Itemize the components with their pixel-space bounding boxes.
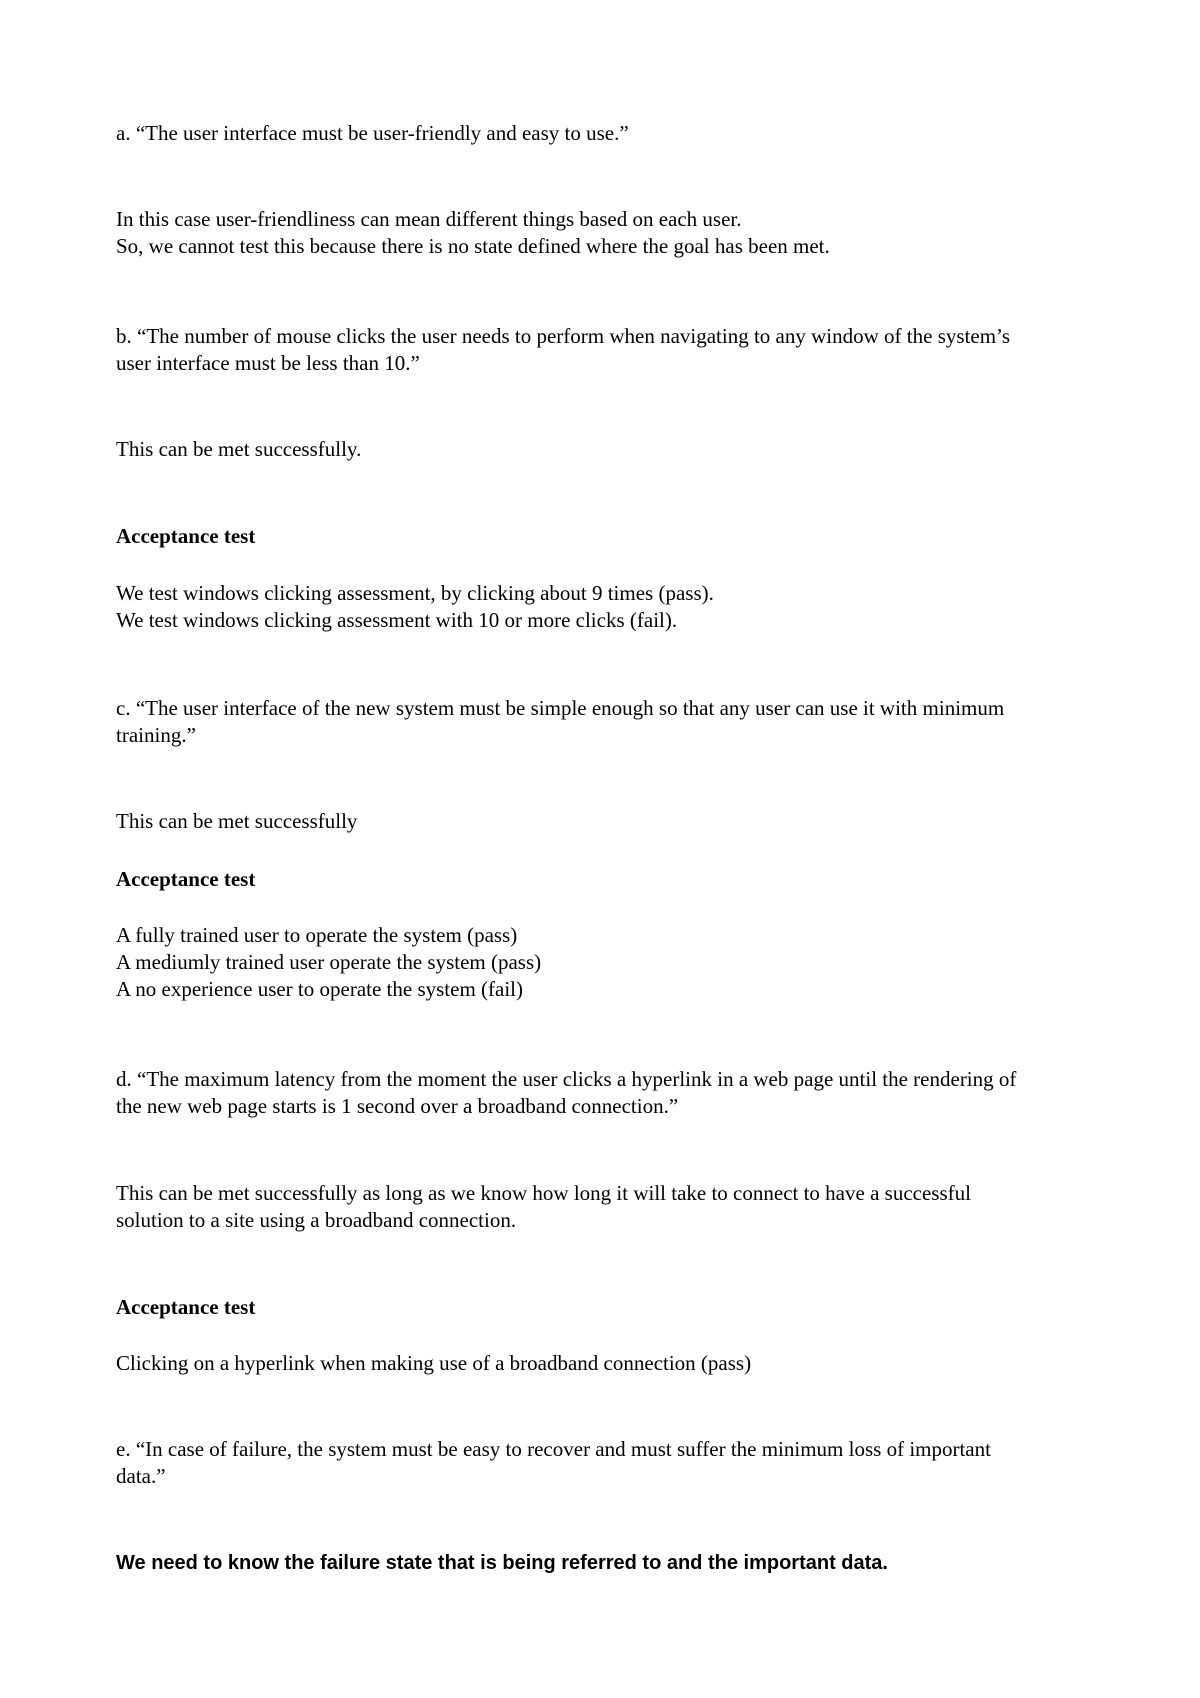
requirement-e-line-2: data.”	[116, 1464, 166, 1488]
test-c-1: A fully trained user to operate the system (pass)	[116, 923, 518, 947]
conclusion-e: We need to know the failure state that is being referred to and the important data.	[116, 1552, 888, 1574]
test-b-1: We test windows clicking assessment, by clicking about 9 times (pass).	[116, 581, 714, 605]
requirement-d-line-1: d. “The maximum latency from the moment the user clicks a hyperlink in a web page until the rendering of	[116, 1067, 1017, 1091]
test-c-2: A mediumly trained user operate the system (pass)	[116, 950, 542, 974]
acceptance-test-heading-b: Acceptance test	[116, 524, 256, 548]
test-b-2: We test windows clicking assessment with 10 or more clicks (fail).	[116, 608, 678, 632]
test-c-3: A no experience user to operate the system (fail)	[116, 977, 524, 1001]
analysis-a-line-2: So, we cannot test this because there is no state defined where the goal has been met.	[116, 234, 830, 258]
requirement-b-line-1: b. “The number of mouse clicks the user needs to perform when navigating to any window of the system’s	[116, 324, 1011, 348]
analysis-b: This can be met successfully.	[116, 437, 362, 461]
requirement-c-line-1: c. “The user interface of the new system must be simple enough so that any user can use it with minimum	[116, 696, 1005, 720]
analysis-d-line-2: solution to a site using a broadband connection.	[116, 1208, 517, 1232]
analysis-c: This can be met successfully	[116, 809, 358, 833]
acceptance-test-heading-d: Acceptance test	[116, 1295, 256, 1319]
requirement-e-line-1: e. “In case of failure, the system must be easy to recover and must suffer the minimum loss of important	[116, 1437, 991, 1461]
requirement-d-line-2: the new web page starts is 1 second over a broadband connection.”	[116, 1094, 679, 1118]
test-d-1: Clicking on a hyperlink when making use of a broadband connection (pass)	[116, 1351, 752, 1375]
requirement-c-line-2: training.”	[116, 723, 196, 747]
requirement-a: a. “The user interface must be user-friendly and easy to use.”	[116, 121, 629, 145]
analysis-a-line-1: In this case user-friendliness can mean different things based on each user.	[116, 207, 742, 231]
analysis-d-line-1: This can be met successfully as long as we know how long it will take to connect to have a successful	[116, 1181, 971, 1205]
acceptance-test-heading-c: Acceptance test	[116, 867, 256, 891]
requirement-b-line-2: user interface must be less than 10.”	[116, 351, 420, 375]
